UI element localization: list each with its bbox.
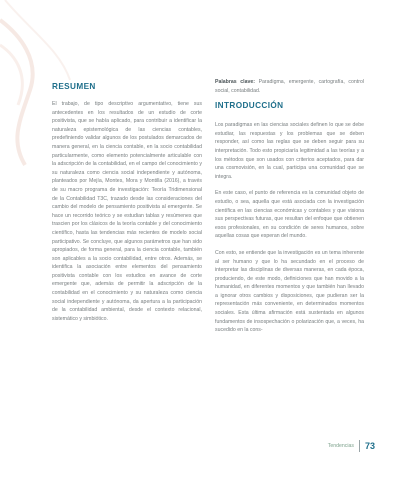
page-number: 73 <box>364 441 375 451</box>
keywords-label: Palabras clave: <box>215 79 255 85</box>
introduccion-heading: INTRODUCCIÓN <box>215 101 284 111</box>
introduccion-paragraph-3: Con esto, se entiende que la investigación es un tema inherente al ser humano y que lo ha secundado en el proceso de interpretar las disciplinas de diversas maneras, en cada época, produciendo, de este modo, definiciones que han movido a la humanidad, en diferentes momentos y que también han llevado a ignorar otros cambios y disposiciones, que pudieran ser la representación más conveniente, en determinados momentos sociales. Esta última afirmación está sustentada en algunos fundamentos de insospechación o polarización que, a veces, ha sucedido en la cons- <box>215 249 364 334</box>
introduccion-paragraph-2: En este caso, el punto de referencia es la comunidad objeto de estudio, o sea, aquella que está asociada con la investigación científica en las ciencias económicas y contables y que visiona sus perspectivas futuras, que resultan del enfoque que obtienen esos profesionales, en su condición de seres humanos, sobre aquellas cosas que esperan del mundo. <box>215 190 364 240</box>
introduccion-paragraph-1: Los paradigmas en las ciencias sociales definen lo que se debe estudiar, las respuestas y los problemas que se deben responder, así como las reglas que se deben seguir para su interpretación. Todo esto propiciaría legitimidad a las teorías y a los métodos que son usados con criterios aceptados, para dar una cosmovisión, en la cual, participa una comunidad que se integra. <box>215 122 364 180</box>
keywords-text: Paradigma, emergente, cartografía, control social, contabilidad. <box>215 79 364 94</box>
resumen-heading: RESUMEN <box>52 82 96 91</box>
resumen-paragraph: El trabajo, de tipo descriptivo argumentativo, tiene sus antecedentes en los resultados de un estudio de corte positivista, que se había aplicado, para contribuir a identificar la naturaleza epistemológica de las ciencias contables, predefiniendo validar algunos de los postulados demarcados de manera general, en la ciencia contable, en la socio contabilidad particularmente, como elemento potencialmente articulable con la adscripción de la contabilidad, en el campo del conocimiento y su naturaleza como ciencia social independiente y autónoma, planteados por Mejía, Montes, Mora y Montilla (2016), a través de su macro programa de investigación: Teoría Tridimensional de la Contabilidad T3C, trazado desde las consideraciones del cambio del modelo de pensamiento positivista al emergente. Se hace un recorrido teórico y se estudian tablas y resúmenes que trascien por los clásicos de la teoría contable y del conocimiento científico, hasta las tendencias más recientes de modelo social participativo. Se concluye, que algunos parámetros que han sido apropiados, de forma general, para la ciencia contable, también son aplicables a la socio contabilidad, entre otros. Además, se identifica la asociación entre elementos del pensamiento positivista contable con los estudios en avance de corte emergente que, además de permitir la adscripción de la contabilidad en el conocimiento y su naturaleza como ciencia social independiente y autónoma, da apertura a la participación de la contabilidad ambiental, desde el contexto relacional, sistemático y simbiótico. <box>52 101 202 322</box>
journal-name: Tendencias <box>327 443 354 449</box>
page-footer <box>328 440 375 452</box>
left-column <box>52 82 202 331</box>
footer-divider <box>359 440 360 452</box>
keywords-line <box>215 78 364 95</box>
right-column <box>215 78 364 343</box>
